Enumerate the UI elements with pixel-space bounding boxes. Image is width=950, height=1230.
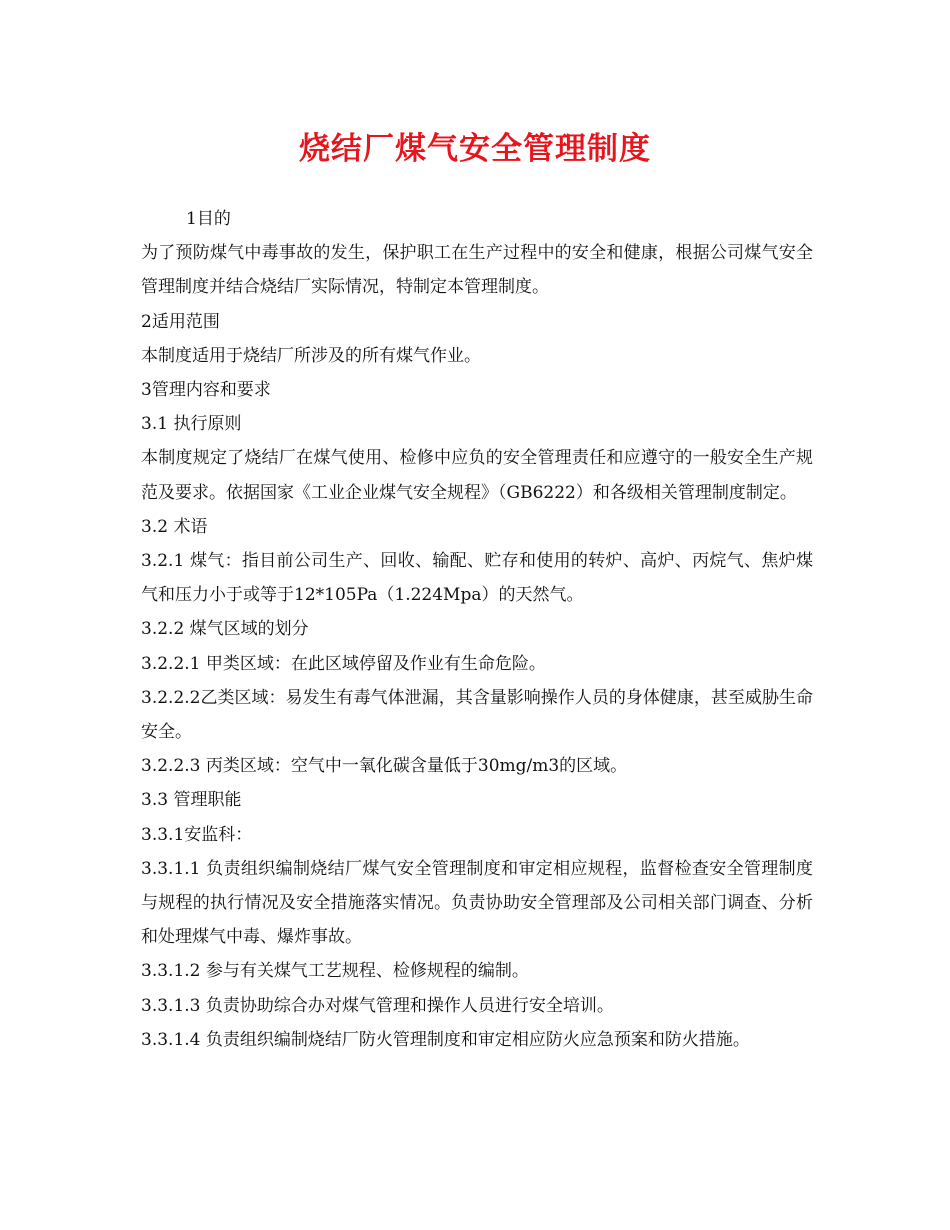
paragraph-3-3-1-2: 3.3.1.2 参与有关煤气工艺规程、检修规程的编制。 — [141, 961, 529, 982]
section-heading-3-3: 3.3 管理职能 — [141, 790, 242, 811]
paragraph-3-3-1-4: 3.3.1.4 负责组织编制烧结厂防火管理制度和审定相应防火应急预案和防火措施。 — [141, 1029, 750, 1050]
section-heading-3-2-2: 3.2.2 煤气区域的划分 — [141, 619, 309, 640]
paragraph-3-3-1-1: 3.3.1.1 负责组织编制烧结厂煤气安全管理制度和审定相应规程，监督检查安全管理制度与规程的执行情况及安全措施落实情况。负责协助安全管理部及公司相关部门调查、分析和处理煤气中毒、爆炸事故。 — [141, 858, 813, 948]
paragraph-scope: 本制度适用于烧结厂所涉及的所有煤气作业。 — [141, 345, 481, 366]
paragraph-3-1: 本制度规定了烧结厂在煤气使用、检修中应负的安全管理责任和应遵守的一般安全生产规范及要求。依据国家《工业企业煤气安全规程》（GB6222）和各级相关管理制度制定。 — [141, 448, 813, 503]
document-title: 烧结厂煤气安全管理制度 — [299, 131, 651, 167]
paragraph-3-2-1: 3.2.1 煤气：指目前公司生产、回收、输配、贮存和使用的转炉、高炉、丙烷气、焦炉煤气和压力小于或等于12*105Pa（1.224Mpa）的天然气。 — [141, 551, 813, 606]
paragraph-3-2-2-2: 3.2.2.2乙类区域：易发生有毒气体泄漏，其含量影响操作人员的身体健康，甚至威胁生命安全。 — [141, 687, 813, 743]
section-heading-scope: 2适用范围 — [141, 311, 220, 332]
section-heading-3-1: 3.1 执行原则 — [141, 414, 242, 435]
section-heading-3-2: 3.2 术语 — [141, 516, 208, 537]
paragraph-purpose: 为了预防煤气中毒事故的发生，保护职工在生产过程中的安全和健康，根据公司煤气安全管理制度并结合烧结厂实际情况，特制定本管理制度。 — [141, 243, 813, 298]
section-heading-requirements: 3管理内容和要求 — [141, 380, 271, 401]
section-heading-purpose: 1目的 — [186, 209, 231, 229]
section-heading-3-3-1: 3.3.1安监科： — [141, 824, 253, 845]
paragraph-3-2-2-1: 3.2.2.1 甲类区域：在此区域停留及作业有生命危险。 — [141, 653, 546, 674]
paragraph-3-2-2-3: 3.2.2.3 丙类区域：空气中一氧化碳含量低于30mg/m3的区域。 — [141, 756, 628, 777]
paragraph-3-3-1-3: 3.3.1.3 负责协助综合办对煤气管理和操作人员进行安全培训。 — [141, 995, 614, 1016]
document-body — [141, 202, 813, 1057]
